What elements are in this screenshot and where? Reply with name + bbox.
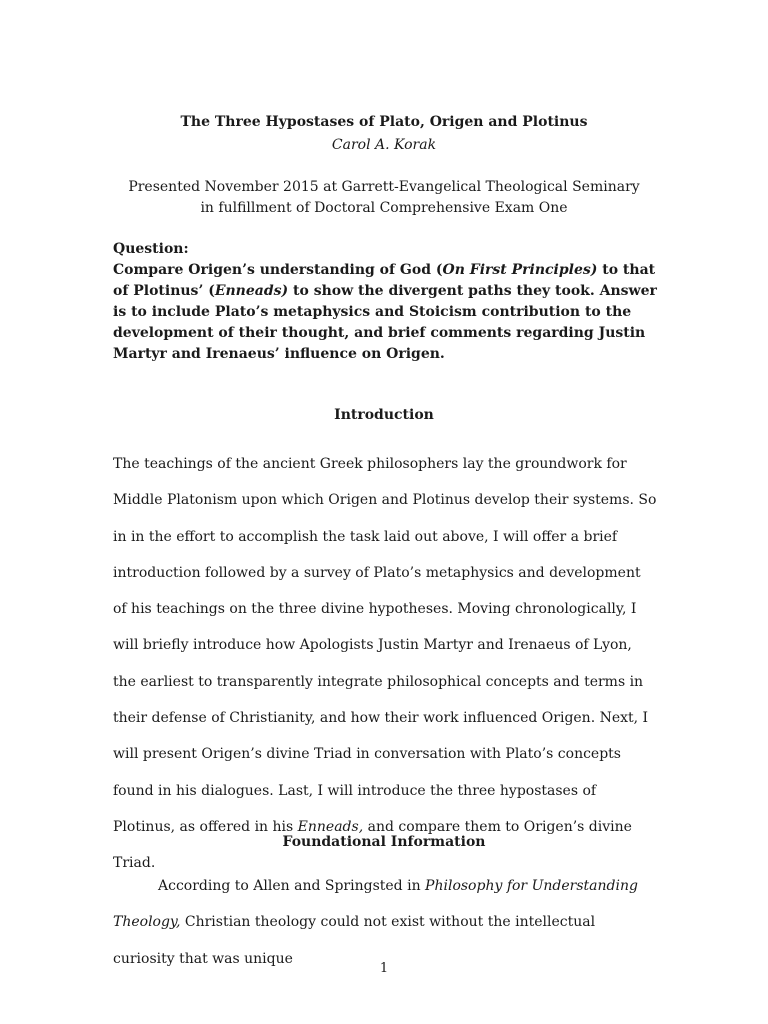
question-label: Question: xyxy=(113,241,189,257)
paragraph-italic-title: Philosophy for Understanding Theology, xyxy=(113,878,638,931)
question-italic-title: Enneads) xyxy=(214,283,289,299)
document-author: Carol A. Korak xyxy=(331,137,437,153)
question-text xyxy=(113,260,658,365)
paragraph-italic-title: Enneads, xyxy=(297,818,364,835)
question-italic-title: On First Principles) xyxy=(442,262,598,278)
question-text-part: to that of Plotinus’ ( xyxy=(113,262,656,299)
paragraph-text: and compare them to Origen’s divine Triad. xyxy=(113,818,632,872)
question-text-part: Compare Origen’s understanding of God ( xyxy=(113,262,443,278)
introduction-paragraph xyxy=(113,446,658,882)
foundational-heading: Foundational Information xyxy=(282,834,486,850)
page-number: 1 xyxy=(379,961,389,976)
question-text-part: to show the divergent paths they took. Answer is to include Plato’s metaphysics and Stoicism contribution to the development of their thought, and brief comments regarding Justin Martyr and Irenaeus’ influence on Origen. xyxy=(113,283,657,362)
paragraph-text: According to Allen and Springsted in xyxy=(158,878,426,894)
presentation-line-2: in fulfillment of Doctoral Comprehensive Exam One xyxy=(200,200,568,216)
paragraph-text: Christian theology could not exist without the intellectual curiosity that was unique xyxy=(113,914,596,967)
paragraph-text: The teachings of the ancient Greek philosophers lay the groundwork for Middle Platonism upon which Origen and Plotinus develop their systems. So in in the effort to accomplish the task laid out above, I will offer a brief introduction followed by a survey of Plato’s metaphysics and development of his teachings on the three divine hypotheses. Moving chronologically, I will briefly introduce how Apologists Justin Martyr and Irenaeus of Lyon, the earliest to transparently integrate philosophical concepts and terms in their defense of Christianity, and how their work influenced Origen. Next, I will present Origen’s divine Triad in conversation with Plato’s concepts found in his dialogues. Last, I will introduce the three hypostases of Plotinus, as offered in his xyxy=(113,456,657,835)
document-title: The Three Hypostases of Plato, Origen and Plotinus xyxy=(180,114,588,130)
question-block xyxy=(113,239,658,365)
presentation-info xyxy=(0,177,768,219)
introduction-heading: Introduction xyxy=(334,407,434,423)
presentation-line-1: Presented November 2015 at Garrett-Evangelical Theological Seminary xyxy=(128,179,640,195)
